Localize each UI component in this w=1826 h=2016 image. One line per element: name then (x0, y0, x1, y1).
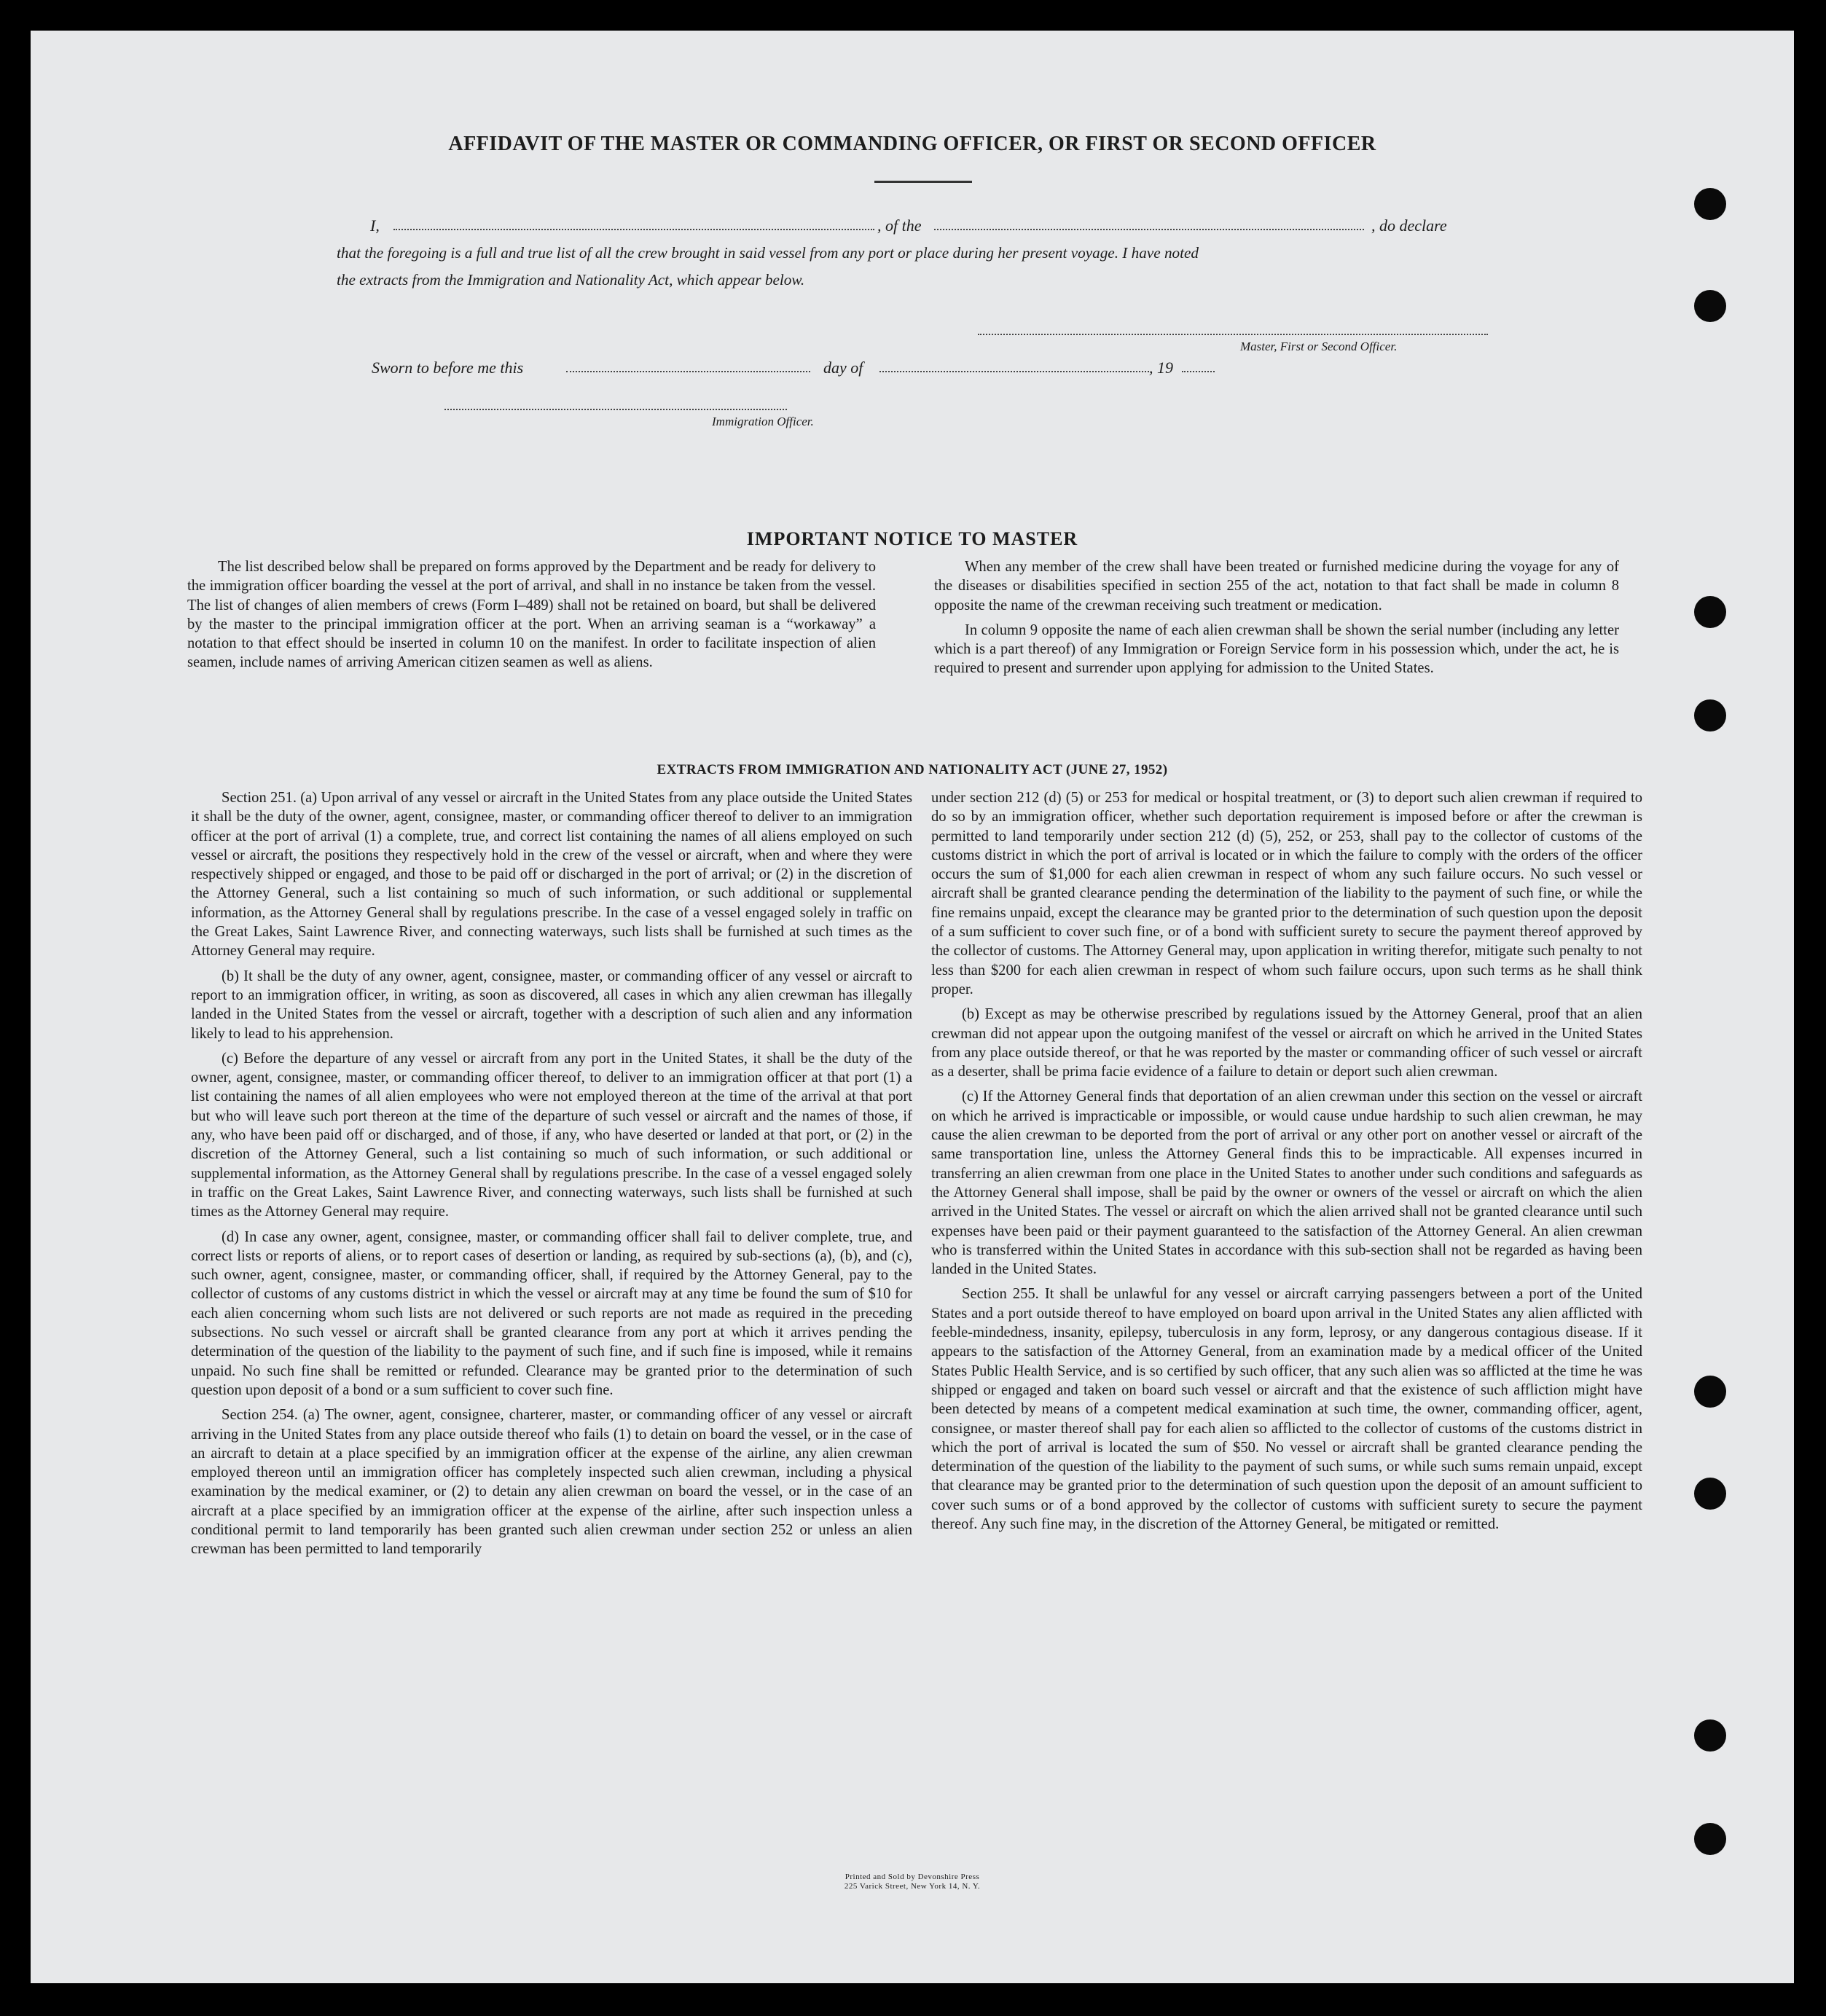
section-251-a: Section 251. (a) Upon arrival of any vessel or aircraft in the United States from any place outside the United States it shall be the duty of the owner, agent, consignee, master, or commanding officer thereof to deliver to an immigration officer at the port of arrival (1) a complete, true, and correct list containing the names of all aliens employed on such vessel or aircraft, the positions they respectively hold in the crew of the vessel or aircraft, when and where they were respectively shipped or engaged, and those to be paid off or discharged in the port of arrival; or (2) in the discretion of the Attorney General, such a list containing so much of such information, or such additional or supplemental information, as the Attorney General shall by regulations prescribe. In the case of a vessel engaged solely in traffic on the Great Lakes, Saint Lawrence River, and connecting waterways, such lists shall be furnished at such times as the Attorney General may require. (191, 790, 912, 960)
binder-hole (1694, 1823, 1726, 1855)
binder-hole (1694, 699, 1726, 732)
notice-left-column (187, 557, 876, 678)
officer-signature-caption: Immigration Officer. (712, 415, 814, 428)
section-254-c: (c) If the Attorney General finds that deportation of an alien crewman under this section on the vessel or aircraft on which he arrived is impracticable or impossible, or would cause undue hardship to such alien crewman, he may cause the alien crewman to be deported from the port of arrival or any other port on another vessel or aircraft of the same transportation line, unless the Attorney General finds this to be impracticable. All expenses incurred in transferring an alien crewman from one place in the United States to another under such conditions and safeguards as the Attorney General shall impose, shall be paid by the owner or owners of the vessel or aircraft on which the alien arrived in the United States. The vessel or aircraft on which the alien arrived shall not be granted clearance until such expenses have been paid or their payment guaranteed to the satisfaction of the Attorney General. An alien crewman who is transferred within the United States in accordance with this sub-section shall not be regarded as having been landed in the United States. (931, 1089, 1642, 1278)
master-signature-line (978, 334, 1488, 335)
year-label: , 19 (1149, 358, 1173, 377)
section-255: Section 255. It shall be unlawful for any vessel or aircraft carrying passengers between a port of the United States and a port outside thereof to have employed on board upon arrival in the United States any alien afflicted with feeble-mindedness, insanity, epilepsy, tuberculosis in any form, leprosy, or any dangerous contagious disease. If it appears to the satisfaction of the Attorney General, from an examination made by a medical officer of the United States Public Health Service, and is so certified by such officer, that any such alien was so afflicted at the time he was shipped or engaged and taken on board such vessel or aircraft and that the existence of such affliction might have been detected by means of a competent medical examination at such time, the owner, commanding officer, agent, consignee, or master thereof shall pay for each alien so afflicted to the collector of customs of the customs district in which the port of arrival is located the sum of $50. No vessel or aircraft shall be granted clearance pending the determination of the question of the liability to the payment of such sums, or while such sums remain unpaid, except that clearance may be granted prior to the determination of such question upon the deposit of an amount sufficient to cover such sums or of a bond approved by the collector of customs with sufficient surety to secure the payment thereof. Any such fine may, in the discretion of the Attorney General, be mitigated or remitted. (931, 1286, 1642, 1532)
binder-hole (1694, 596, 1726, 628)
notice-right-paragraph: In column 9 opposite the name of each alien crewman shall be shown the serial number (including any letter which is a part thereof) of any Immigration or Foreign Service form in his possession which, under the act, he is required to present and surrender upon applying for admission to the United States. (934, 621, 1619, 677)
binder-hole (1694, 1478, 1726, 1510)
extracts-left-column (191, 788, 912, 1565)
sworn-day-line (566, 371, 810, 372)
extracts-right-column (931, 788, 1642, 1540)
sworn-month-line (879, 371, 1149, 372)
sworn-year-line (1182, 371, 1215, 372)
officer-signature-line (444, 409, 787, 410)
binder-hole (1694, 1719, 1726, 1752)
printer-imprint (31, 1872, 1794, 1891)
notice-left-paragraph: The list described below shall be prepared on forms approved by the Department and be ready for delivery to the immigration officer boarding the vessel at the port of arrival, and shall in no instance be taken from the vessel. The list of changes of alien members of crews (Form I–489) shall not be retained on board, but shall be delivered by the master to the principal immigration officer at the port. When an arriving seaman is a “workaway” a notation to that effect should be inserted in column 10 on the manifest. In order to facilitate inspection of alien seamen, include names of arriving American citizen seamen as well as aliens. (187, 559, 876, 671)
section-254-b: (b) Except as may be otherwise prescribed by regulations issued by the Attorney General, proof that an alien crewman did not appear upon the outgoing manifest of the vessel or aircraft on which he arrived in the United States from any place outside thereof, or that he was reported by the master or commanding officer of such vessel or aircraft as a deserter, shall be prima facie evidence of a failure to detain or deport such alien crewman. (931, 1006, 1642, 1080)
printer-line-2: 225 Varick Street, New York 14, N. Y. (844, 1882, 981, 1891)
do-declare-label: , do declare (1371, 216, 1447, 235)
extracts-title: EXTRACTS FROM IMMIGRATION AND NATIONALITY ACT (JUNE 27, 1952) (657, 762, 1168, 777)
of-the-label: , of the (877, 216, 922, 235)
section-251-b: (b) It shall be the duty of any owner, agent, consignee, master, or commanding officer of any vessel or aircraft to report to an immigration officer, in writing, as soon as discovered, all cases in which any alien crewman has illegally landed in the United States from the vessel or aircraft, together with a description of such alien and any information likely to lead to his apprehension. (191, 968, 912, 1042)
binder-hole (1694, 188, 1726, 220)
declarant-label: I, (370, 216, 380, 235)
sworn-label: Sworn to before me this (372, 358, 524, 377)
declarant-name-line (393, 229, 874, 230)
declaration-line-1: that the foregoing is a full and true list of all the crew brought in said vessel from any port or place during her present voyage. I have noted (337, 244, 1199, 262)
notice-right-column (934, 557, 1619, 684)
binder-hole (1694, 1376, 1726, 1408)
declaration-line-2: the extracts from the Immigration and Nationality Act, which appear below. (337, 271, 805, 289)
affidavit-title: AFFIDAVIT OF THE MASTER OR COMMANDING OFFICER, OR FIRST OR SECOND OFFICER (448, 133, 1376, 155)
section-254-a-continued: under section 212 (d) (5) or 253 for medical or hospital treatment, or (3) to deport such alien crewman if required to do so by an immigration officer, whether such deportation requirement is imposed before or after the crewman is permitted to land temporarily under section 212 (d) (5), 252, or 253, shall pay to the collector of customs of the customs district in which the port of arrival is located or in which the failure to comply with the orders of the officer occurs the sum of $1,000 for each alien crewman in respect of whom any such failure occurs. No such vessel or aircraft shall be granted clearance pending the determination of the liability to the payment of such fine, or while the fine remains unpaid, except the clearance may be granted prior to the determination of such question upon the deposit of a sum sufficient to cover such fine, or of a bond with sufficient surety to secure the payment thereof approved by the collector of customs. The Attorney General may, upon application in writing therefor, mitigate such penalty to not less than $200 for each alien crewman in respect of whom such failure occurs, upon such terms as he shall think proper. (931, 790, 1642, 997)
document-page (31, 31, 1794, 1983)
vessel-name-line (934, 229, 1364, 230)
master-signature-caption: Master, First or Second Officer. (1240, 340, 1398, 353)
section-251-d: (d) In case any owner, agent, consignee, master, or commanding officer shall fail to deliver complete, true, and correct lists or reports of aliens, or to report cases of desertion or landing, as required by sub-sections (a), (b), and (c), such owner, agent, consignee, master, or commanding officer, shall, if required by the Attorney General, pay to the collector of customs of any customs district in which the vessel or aircraft may at any time be found the sum of $10 for each alien concerning whom such lists are not delivered or such reports are not made as required in the preceding subsections. No such vessel or aircraft shall be granted clearance from any port at which it arrives pending the determination of the question of the liability to the payment of such fine, and if such fine is imposed, while it remains unpaid. No such fine shall be remitted or refunded. Clearance may be granted prior to the determination of such question upon deposit of a bond or a sum sufficient to cover such fine. (191, 1228, 912, 1398)
section-254-a: Section 254. (a) The owner, agent, consignee, charterer, master, or commanding officer of any vessel or aircraft arriving in the United States from any place outside thereof who fails (1) to detain on board the vessel, or in the case of an aircraft to detain at a place specified by an immigration officer at the expense of the airline, any alien crewman employed thereon until an immigration officer has completely inspected such alien crewman, including a physical examination by the medical examiner, or (2) to detain any alien crewman on board the vessel, or in the case of an aircraft at a place specified by an immigration officer at the expense of the airline, after such inspection unless a conditional permit to land temporarily has been granted such alien crewman under section 252 or unless an alien crewman has been permitted to land temporarily (191, 1407, 912, 1558)
printer-line-1: Printed and Sold by Devonshire Press (845, 1872, 980, 1881)
section-251-c: (c) Before the departure of any vessel or aircraft from any port in the United States, it shall be the duty of the owner, agent, consignee, master, or commanding officer thereof, to deliver to an immigration officer at that port (1) a list containing the names of all alien employees who were not employed thereon at the time of the arrival at that port but who will leave such port thereon at the time of the departure of such vessel or aircraft and the names of those, if any, who have been paid off or discharged, and of those, if any, who have deserted or landed at that port, or (2) in the discretion of the Attorney General, such a list containing so much of such information, or such additional or supplemental information, as the Attorney General shall by regulations prescribe. In the case of a vessel engaged solely in traffic on the Great Lakes, Saint Lawrence River, and connecting waterways, such lists shall be furnished at such times as the Attorney General may require. (191, 1050, 912, 1220)
notice-title: IMPORTANT NOTICE TO MASTER (746, 528, 1078, 549)
notice-right-paragraph: When any member of the crew shall have been treated or furnished medicine during the voyage for any of the diseases or disabilities specified in section 255 of the act, notation to that fact shall be made in column 8 opposite the name of the crewman receiving such treatment or medication. (934, 559, 1619, 613)
binder-hole (1694, 290, 1726, 322)
title-rule (874, 181, 972, 183)
day-of-label: day of (823, 358, 863, 377)
